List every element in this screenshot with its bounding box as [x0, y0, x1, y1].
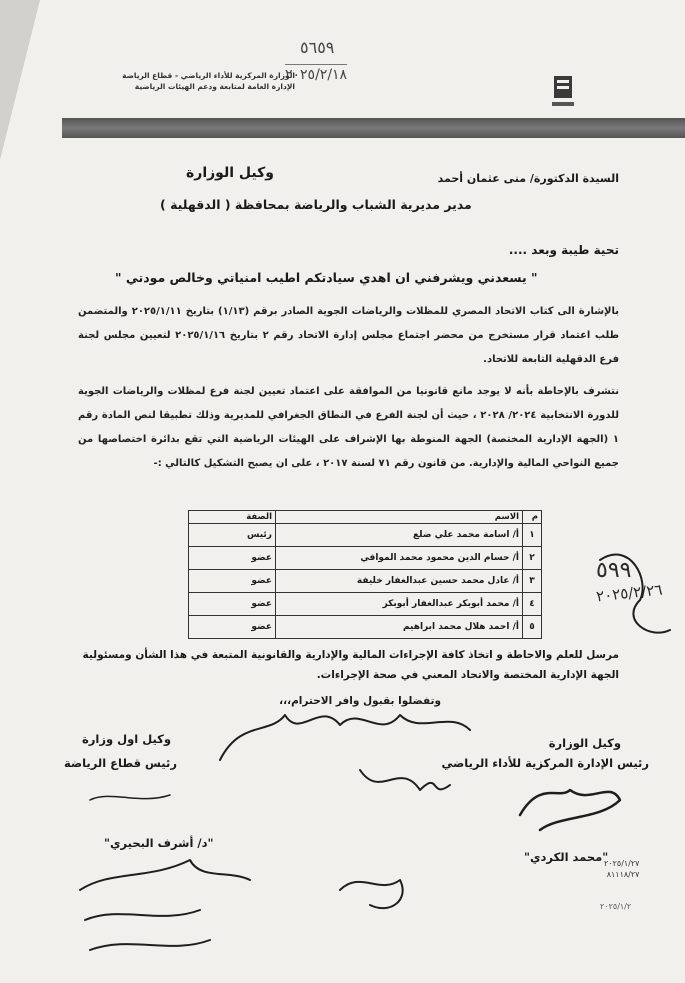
- right-signatory-title: وكيل الوزارة: [548, 736, 621, 750]
- row-role: عضو: [189, 593, 276, 616]
- signature-stroke: [90, 795, 170, 800]
- row-num: ٤: [523, 593, 542, 616]
- closing-thanks: وتفضلوا بقبول وافر الاحترام،،،: [279, 695, 441, 707]
- row-num: ١: [523, 524, 542, 547]
- stamp-line: ٨١١١٨/٢٧: [606, 870, 640, 879]
- directorate-line: مدير مديرية الشباب والرياضة بمحافظة ( الدقهلية ): [160, 197, 472, 212]
- left-signatory-position: رئيس قطاع الرياضة: [64, 756, 177, 770]
- table-row: [189, 593, 542, 616]
- row-num: ٢: [523, 547, 542, 570]
- row-num: ٣: [523, 570, 542, 593]
- signature-stroke: [220, 715, 470, 760]
- header-num: م: [523, 511, 542, 524]
- honor-line: " يسعدني ويشرفني ان اهدي سيادتكم اطيب امنياتي وخالص مودتي ": [115, 270, 538, 285]
- row-role: رئيس: [189, 524, 276, 547]
- stamp-line: ٢٠٢٥/١/٢٧: [604, 859, 640, 868]
- row-role: عضو: [189, 616, 276, 639]
- left-signatory-title: وكيل اول وزارة: [82, 732, 171, 746]
- reference-date: ٢٠٢٥/٢/١٨: [285, 64, 347, 83]
- handwritten-number: ٥٩٩: [596, 558, 632, 583]
- row-role: عضو: [189, 570, 276, 593]
- left-signatory-name: "د/ أشرف البحيري": [104, 836, 214, 850]
- header-name: الاسم: [276, 511, 523, 524]
- right-signatory-position: رئيس الإدارة المركزية للأداء الرياضي: [441, 756, 649, 770]
- letterhead-line: الوزارة المركزية للأداء الرياضي - قطاع الرياضة: [122, 71, 295, 80]
- signature-stroke: [80, 860, 250, 890]
- row-name: أ/ محمد أبوبكر عبدالغفار أبوبكر: [276, 593, 523, 616]
- table-row: [189, 547, 542, 570]
- table-row: [189, 524, 542, 547]
- letterhead-line: الإدارة العامة لمتابعة ودعم الهيئات الرياضية: [134, 82, 295, 91]
- committee-table: [188, 510, 542, 639]
- row-role: عضو: [189, 547, 276, 570]
- handwritten-date: ٢٠٢٥/٢/٢٦: [595, 580, 664, 606]
- header-role: الصفة: [189, 511, 276, 524]
- eagle-emblem-icon: [548, 72, 578, 112]
- reference-number: ٥٦٥٩: [300, 38, 335, 57]
- row-name: أ/ اسامة محمد علي ضلع: [276, 524, 523, 547]
- signature-stroke: [360, 770, 450, 790]
- tiny-note: ٢٠٢٥/١/٢: [600, 902, 632, 911]
- table-header-row: [189, 511, 542, 524]
- table-row: [189, 570, 542, 593]
- recipient-name: السيدة الدكتورة/ منى عثمان أحمد: [437, 172, 619, 185]
- greeting: تحية طيبة وبعد ....: [508, 243, 619, 257]
- row-name: أ/ حسام الدين محمود محمد الموافي: [276, 547, 523, 570]
- row-name: أ/ احمد هلال محمد ابراهيم: [276, 616, 523, 639]
- right-signatory-name: "محمد الكردي": [524, 850, 609, 864]
- row-num: ٥: [523, 616, 542, 639]
- body-paragraph-1: بالإشارة الى كتاب الاتحاد المصري للمظلات والرياضات الجوية الصادر برقم (١/١٣) بتاريخ ٢٠٢٥/١/١١ والمتضمن طلب اعتماد قرار مستخرج من محضر اجتماع مجلس إدارة الاتحاد رقم ٢ بتاريخ ٢٠٢٥/١/١٦ لتعيين مجلس لجنة فرع الدقهلية التابعة للاتحاد.: [78, 306, 619, 365]
- row-name: أ/ عادل محمد حسين عبدالغفار خليفة: [276, 570, 523, 593]
- recipient-title: وكيل الوزارة: [186, 165, 274, 181]
- signature-stroke: [85, 910, 200, 920]
- page-fold-shadow: [0, 0, 40, 160]
- signature-stroke: [90, 940, 210, 950]
- signature-stroke: [520, 790, 620, 830]
- table-row: [189, 616, 542, 639]
- signature-stroke: [340, 880, 403, 908]
- body-paragraph-2: نتشرف بالإحاطة بأنه لا يوجد مانع قانونيا من الموافقة على اعتماد تعيين لجنة فرع لمظلات والرياضات الجوية للدورة الانتخابية ٢٠٢٤/ ٢٠٢٨ ، حيث أن لجنة الفرع في النطاق الجغرافي للمديرية وذلك تطبيقا لنص المادة رقم ١ (الجهة الإدارية المختصة) الجهة المنوطة بها الإشراف على الهيئات الرياضية التي تقع بدائرة اختصاصها من جميع النواحي المالية والإدارية. من قانون رقم ٧١ لسنة ٢٠١٧ ، على ان يصبح التشكيل كالتالي :-: [78, 386, 620, 469]
- closing-paragraph: مرسل للعلم والاحاطة و اتخاذ كافة الإجراءات المالية والإدارية والقانونية المتبعة في هذا الشأن ومسئولية الجهة الإدارية المختصة والاتحاد المعني في صحة الإجراءات.: [82, 649, 619, 681]
- header-stripe: [62, 118, 685, 138]
- letterhead: [95, 70, 295, 92]
- date-stamp: [604, 858, 639, 880]
